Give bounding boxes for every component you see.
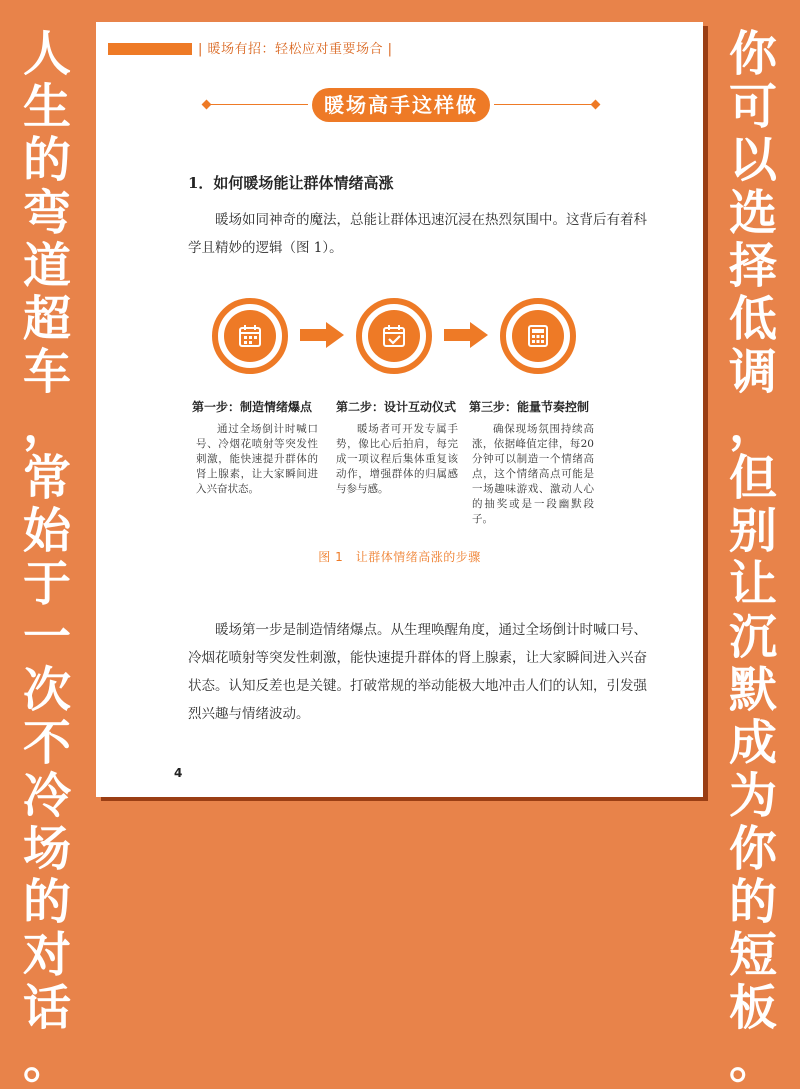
step-3-title: 第三步：能量节奏控制: [469, 400, 590, 414]
banner-char: 让: [728, 556, 777, 612]
calendar-check-icon: [381, 323, 407, 349]
banner-char: 。: [22, 1033, 71, 1089]
banner-char: 话: [22, 980, 71, 1036]
step-3-circle: [500, 298, 576, 374]
banner-char: 成: [728, 715, 777, 771]
book-page: [96, 22, 703, 797]
body-paragraph: 暖场第一步是制造情绪爆点。从生理唤醒角度，通过全场倒计时喊口号、冷烟花喷射等突发性刺激，能快速提升群体的肾上腺素，让大家瞬间进入兴奋状态。认知反差也是关键。打破常规的举动能极大地冲击人们的认知，引发强烈兴趣与情绪波动。: [188, 622, 647, 722]
banner-char: 车: [22, 344, 71, 400]
step-1-description: 通过全场倒计时喊口号、冷烟花喷射等突发性刺激，能快速提升群体的肾上腺素，让大家瞬间进入兴奋状态。: [196, 423, 318, 495]
page-title: 暖场高手这样做: [312, 88, 490, 122]
banner-char: 默: [728, 662, 777, 718]
banner-char: 以: [728, 132, 777, 188]
banner-char: 板: [728, 980, 777, 1036]
banner-char: 选: [728, 185, 777, 241]
banner-char: 冷: [22, 768, 71, 824]
right-banner-slogan: [710, 28, 796, 1088]
step-2-title: 第二步：设计互动仪式: [336, 400, 457, 414]
banner-char: 可: [728, 79, 777, 135]
arrow-right-icon: [298, 320, 346, 350]
step-2-description: 暖场者可开发专属手势，像比心后拍肩，每完成一项议程后集体重复该动作，增强群体的归属感与参与感。: [336, 423, 458, 495]
banner-char: 为: [728, 768, 777, 824]
step-3-description: 确保现场氛围持续高涨，依据峰值定律，每20分钟可以制造一个情绪高点，这个情绪高点可能是一场趣味游戏、激动人心的抽奖或是一段幽默段子。: [472, 423, 594, 525]
banner-char: 短: [728, 927, 777, 983]
banner-char: 生: [22, 79, 71, 135]
running-header-text: 暖场有招：轻松应对重要场合: [207, 42, 384, 57]
banner-char: 沉: [728, 609, 777, 665]
banner-char: 人: [22, 26, 71, 82]
step-1-circle: [212, 298, 288, 374]
banner-char: 别: [728, 503, 777, 559]
banner-char: ，: [22, 397, 71, 453]
banner-char: 对: [22, 927, 71, 983]
banner-char: 低: [728, 291, 777, 347]
banner-char: 于: [22, 556, 71, 612]
banner-char: 择: [728, 238, 777, 294]
banner-char: 。: [728, 1033, 777, 1089]
banner-char: 不: [22, 715, 71, 771]
banner-char: 你: [728, 821, 777, 877]
step-2-circle: [356, 298, 432, 374]
title-rule-left: [206, 104, 308, 105]
banner-char: 常: [22, 450, 71, 506]
banner-char: 超: [22, 291, 71, 347]
banner-char: ，: [728, 397, 777, 453]
step-1-title: 第一步：制造情绪爆点: [192, 400, 313, 414]
banner-char: 场: [22, 821, 71, 877]
banner-char: 始: [22, 503, 71, 559]
banner-char: 但: [728, 450, 777, 506]
banner-char: 的: [22, 874, 71, 930]
left-banner-slogan: [4, 28, 90, 1088]
arrow-right-icon: [442, 320, 490, 350]
calculator-icon: [525, 323, 551, 349]
section-heading: 1．如何暖场能让群体情绪高涨: [188, 174, 394, 192]
banner-char: 一: [22, 609, 71, 665]
title-banner: [206, 84, 596, 126]
banner-char: 的: [728, 874, 777, 930]
page-number: 4: [174, 766, 183, 780]
banner-char: 你: [728, 26, 777, 82]
header-accent-bar: [108, 43, 192, 55]
calendar-grid-icon: [237, 323, 263, 349]
title-rule-right: [494, 104, 596, 105]
figure-caption: 图 1 让群体情绪高涨的步骤: [318, 550, 481, 564]
banner-char: 调: [728, 344, 777, 400]
intro-paragraph: 暖场如同神奇的魔法，总能让群体迅速沉浸在热烈氛围中。这背后有着科学且精妙的逻辑（图 1）。: [188, 212, 647, 256]
banner-char: 弯: [22, 185, 71, 241]
banner-char: 的: [22, 132, 71, 188]
running-header: | 暖场有招：轻松应对重要场合 |: [198, 42, 393, 57]
banner-char: 次: [22, 662, 71, 718]
banner-char: 道: [22, 238, 71, 294]
